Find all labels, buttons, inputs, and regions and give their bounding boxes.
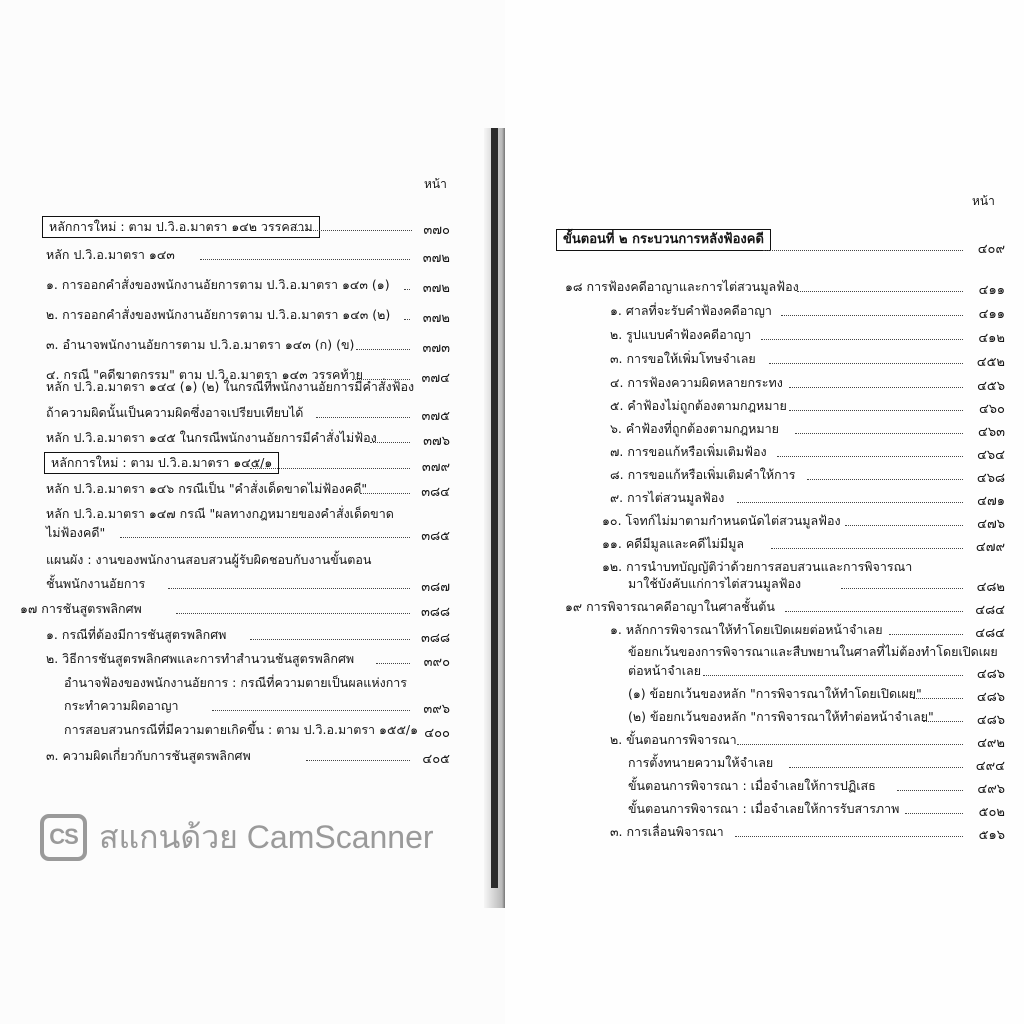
toc-entry: ไม่ฟ้องคดี" — [46, 525, 106, 540]
page-number: ๔๖๘ — [976, 471, 1005, 486]
toc-entry: ๑. การออกคำสั่งของพนักงานอัยการตาม ป.วิ.อ.มาตรา ๑๔๓ (๑) — [46, 277, 390, 292]
page-number: ๔๖๐ — [978, 402, 1005, 417]
dot-leader — [785, 611, 963, 612]
toc-entry: หลัก ป.วิ.อ.มาตรา ๑๔๗ กรณี "ผลทางกฎหมายของคำสั่งเด็ดขาด — [46, 506, 394, 521]
dot-leader — [360, 493, 410, 494]
page-number: ๔๐๕ — [422, 752, 450, 767]
dot-leader — [404, 289, 410, 290]
page-number: ๓๗๒ — [422, 251, 450, 266]
page-number: ๔๑๑ — [978, 283, 1005, 298]
toc-entry: อำนาจฟ้องของพนักงานอัยการ : กรณีที่ความตายเป็นผลแห่งการ — [64, 675, 407, 690]
dot-leader — [763, 250, 963, 251]
page-number: ๓๗๕ — [421, 409, 450, 424]
toc-entry — [42, 216, 320, 238]
page-number: ๓๘๗ — [421, 580, 450, 595]
dot-leader — [250, 639, 410, 640]
toc-entry: ๑. หลักการพิจารณาให้ทำโดยเปิดเผยต่อหน้าจำเลย — [610, 622, 883, 637]
page-number: ๔๗๙ — [975, 540, 1005, 555]
dot-leader — [777, 456, 963, 457]
right-page-header: หน้า — [972, 194, 995, 208]
left-page — [0, 0, 505, 1024]
toc-entry: ๓. อำนาจพนักงานอัยการตาม ป.วิ.อ.มาตรา ๑๔๓ (ก) (ข) — [46, 337, 355, 352]
page-number: ๔๑๑ — [978, 307, 1005, 322]
dot-leader — [923, 721, 963, 722]
toc-entry: ชั้นพนักงานอัยการ — [46, 576, 146, 591]
page-number: ๓๙๐ — [423, 655, 450, 670]
dot-leader — [789, 387, 963, 388]
toc-entry: ๑. ศาลที่จะรับคำฟ้องคดีอาญา — [610, 303, 772, 318]
dot-leader — [737, 744, 963, 745]
dot-leader — [212, 710, 410, 711]
page-number: ๓๘๘ — [421, 605, 450, 620]
toc-entry: กระทำความผิดอาญา — [64, 698, 179, 713]
toc-entry: ๒. การออกคำสั่งของพนักงานอัยการตาม ป.วิ.อ.มาตรา ๑๔๓ (๒) — [46, 307, 391, 322]
dot-leader — [200, 259, 410, 260]
page-number: ๔๘๔ — [975, 603, 1005, 618]
dot-leader — [370, 442, 410, 443]
toc-entry: ๑๗ การชันสูตรพลิกศพ — [20, 601, 142, 616]
page-number: ๔๕๖ — [977, 379, 1005, 394]
dot-leader — [897, 790, 963, 791]
entry-text: หลักการใหม่ : ตาม ป.วิ.อ.มาตรา ๑๔๕/๑ — [44, 452, 279, 474]
watermark-text: สแกนด้วย CamScanner — [99, 818, 434, 855]
toc-entry: ๑. กรณีที่ต้องมีการชันสูตรพลิกศพ — [46, 627, 227, 642]
toc-entry: ๒. วิธีการชันสูตรพลิกศพและการทำสำนวนชันสูตรพลิกศพ — [46, 651, 355, 666]
toc-entry: ๗. การขอแก้หรือเพิ่มเติมฟ้อง — [610, 444, 767, 459]
toc-entry: ๕. คำฟ้องไม่ถูกต้องตามกฎหมาย — [610, 398, 787, 413]
page-number: ๓๗๙ — [421, 460, 450, 475]
toc-entry: (๑) ข้อยกเว้นของหลัก "การพิจารณาให้ทำโดยเปิดเผย" — [628, 686, 922, 701]
dot-leader — [789, 410, 963, 411]
dot-leader — [841, 588, 963, 589]
page-number: ๓๗๖ — [423, 434, 450, 449]
dot-leader — [769, 363, 963, 364]
page-number: ๕๑๖ — [978, 828, 1005, 843]
dot-leader — [795, 433, 963, 434]
book-spine-shadow — [491, 128, 498, 888]
dot-leader — [789, 767, 963, 768]
dot-leader — [703, 675, 963, 676]
toc-entry: หลัก ป.วิ.อ.มาตรา ๑๔๕ ในกรณีพนักงานอัยการมีคำสั่งไม่ฟ้อง — [46, 430, 377, 445]
dot-leader — [737, 502, 963, 503]
page-number: ๔๘๖ — [976, 713, 1005, 728]
toc-entry: มาใช้บังคับแก่การไต่สวนมูลฟ้อง — [628, 576, 802, 591]
page-number: ๔๗๑ — [977, 494, 1005, 509]
page-number: ๔๐๐ — [424, 726, 450, 741]
toc-entry: ๔. การฟ้องความผิดหลายกระทง — [610, 375, 783, 390]
page-number: ๕๐๒ — [978, 805, 1005, 820]
page-number: ๔๘๖ — [976, 690, 1005, 705]
entry-text: ขั้นตอนที่ ๒ กระบวนการหลังฟ้องคดี — [556, 229, 771, 251]
left-page-header: หน้า — [424, 177, 447, 191]
toc-entry: ๑๑. คดีมีมูลและคดีไม่มีมูล — [602, 536, 745, 551]
toc-entry: ๙. การไต่สวนมูลฟ้อง — [610, 490, 725, 505]
toc-entry: (๒) ข้อยกเว้นของหลัก "การพิจารณาให้ทำต่อหน้าจำเลย" — [628, 709, 934, 724]
toc-entry — [44, 452, 279, 474]
page-number: ๓๘๘ — [421, 631, 450, 646]
toc-entry: ๘. การขอแก้หรือเพิ่มเติมคำให้การ — [610, 467, 796, 482]
page-number: ๓๗๐ — [423, 223, 450, 238]
dot-leader — [845, 525, 963, 526]
toc-entry: ๓. การขอให้เพิ่มโทษจำเลย — [610, 351, 756, 366]
dot-leader — [168, 588, 410, 589]
page-number: ๔๘๖ — [976, 667, 1005, 682]
page-number: ๓๗๒ — [422, 281, 450, 296]
dot-leader — [913, 698, 963, 699]
toc-entry: แผนผัง : งานของพนักงานสอบสวนผู้รับผิดชอบกับงานขั้นตอน — [46, 552, 372, 567]
page-number: ๔๕๒ — [976, 355, 1005, 370]
toc-entry: ๑๐. โจทก์ไม่มาตามกำหนดนัดไต่สวนมูลฟ้อง — [602, 513, 841, 528]
dot-leader — [797, 291, 963, 292]
dot-leader — [404, 319, 410, 320]
toc-entry: ๓. ความผิดเกี่ยวกับการชันสูตรพลิกศพ — [46, 748, 251, 763]
page-number: ๔๙๔ — [975, 759, 1005, 774]
page-number: ๔๙๖ — [977, 782, 1005, 797]
toc-entry: ๒. ขั้นตอนการพิจารณา — [610, 732, 737, 747]
page-number: ๓๙๖ — [423, 702, 450, 717]
dot-leader — [905, 813, 963, 814]
dot-leader — [120, 537, 410, 538]
right-page — [505, 0, 1024, 1024]
dot-leader — [250, 468, 410, 469]
dot-leader — [176, 613, 410, 614]
toc-entry: การตั้งทนายความให้จำเลย — [628, 755, 774, 770]
dot-leader — [781, 315, 963, 316]
dot-leader — [807, 479, 963, 480]
camscanner-watermark — [40, 812, 434, 862]
toc-entry: ๔. กรณี "คดีฆาตกรรม" ตาม ป.วิ.อ.มาตรา ๑๔๓ วรรคท้าย — [46, 367, 363, 382]
toc-entry: ๓. การเลื่อนพิจารณา — [610, 824, 724, 839]
toc-entry: ๑๒. การนำบทบัญญัติว่าด้วยการสอบสวนและการพิจารณา — [602, 559, 913, 574]
page-number: ๔๙๒ — [977, 736, 1005, 751]
dot-leader — [771, 548, 963, 549]
toc-entry: ขั้นตอนการพิจารณา : เมื่อจำเลยให้การปฏิเสธ — [628, 778, 876, 793]
toc-entry: ๑๘ การฟ้องคดีอาญาและการไต่สวนมูลฟ้อง — [565, 279, 799, 294]
toc-entry: การสอบสวนกรณีที่มีความตายเกิดขึ้น : ตาม ป.วิ.อ.มาตรา ๑๕๕/๑ — [64, 722, 419, 737]
page-number: ๔๐๙ — [977, 242, 1005, 257]
toc-entry: ข้อยกเว้นของการพิจารณาและสืบพยานในศาลที่ไม่ต้องทำโดยเปิดเผย — [628, 644, 998, 659]
toc-entry: ขั้นตอนการพิจารณา : เมื่อจำเลยให้การรับสารภาพ — [628, 801, 900, 816]
page-number: ๔๘๒ — [976, 580, 1005, 595]
dot-leader — [306, 760, 410, 761]
dot-leader — [735, 836, 963, 837]
toc-entry: หลัก ป.วิ.อ.มาตรา ๑๔๖ กรณีเป็น "คำสั่งเด็ดขาดไม่ฟ้องคดี" — [46, 481, 368, 496]
page-number: ๓๗๒ — [422, 311, 450, 326]
toc-entry: ๑๙ การพิจารณาคดีอาญาในศาลชั้นต้น — [565, 599, 775, 614]
page-number: ๔๘๔ — [975, 626, 1005, 641]
toc-entry: ๖. คำฟ้องที่ถูกต้องตามกฎหมาย — [610, 421, 779, 436]
page-number: ๔๖๓ — [978, 425, 1005, 440]
dot-leader — [294, 230, 412, 231]
toc-entry: ต่อหน้าจำเลย — [628, 663, 702, 678]
page-number: ๔๗๖ — [977, 517, 1005, 532]
dot-leader — [761, 339, 963, 340]
dot-leader — [376, 663, 410, 664]
camscanner-logo: CS — [40, 814, 87, 861]
dot-leader — [316, 417, 410, 418]
page-number: ๓๗๓ — [422, 341, 450, 356]
page-number: ๔๖๔ — [977, 448, 1005, 463]
toc-entry: หลัก ป.วิ.อ.มาตรา ๑๔๓ — [46, 247, 175, 262]
entry-text: หลักการใหม่ : ตาม ป.วิ.อ.มาตรา ๑๔๒ วรรคสาม — [42, 216, 320, 238]
toc-entry: ถ้าความผิดนั้นเป็นความผิดซึ่งอาจเปรียบเทียบได้ — [46, 405, 304, 420]
toc-entry: หลัก ป.วิ.อ.มาตรา ๑๔๔ (๑) (๒) ในกรณีที่พนักงานอัยการมีคำสั่งฟ้อง — [46, 379, 415, 394]
page-number: ๔๑๒ — [978, 331, 1005, 346]
toc-entry: ๒. รูปแบบคำฟ้องคดีอาญา — [610, 327, 752, 342]
page-number: ๓๗๔ — [421, 371, 450, 386]
page-number: ๓๘๕ — [421, 529, 450, 544]
dot-leader — [889, 634, 963, 635]
dot-leader — [356, 349, 410, 350]
page-number: ๓๘๔ — [421, 485, 450, 500]
toc-entry — [556, 229, 771, 251]
